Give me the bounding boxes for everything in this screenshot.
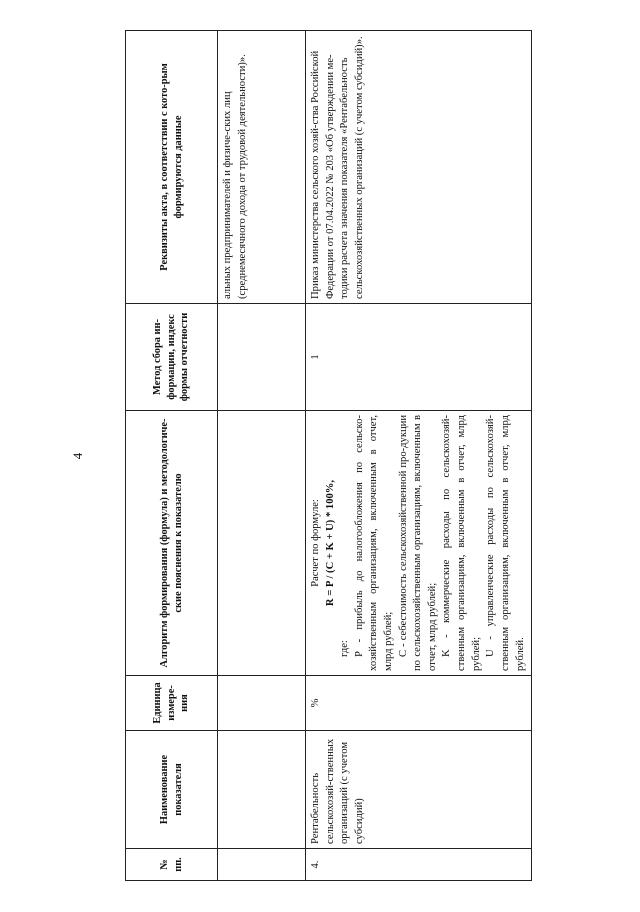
def-u: U - управленческие расходы по сельскохозяй-ственным организациям, включенным в отчет, млрд рублей.	[485, 415, 526, 671]
table-row-continuation	[218, 31, 306, 881]
row4-num: 4.	[306, 849, 532, 881]
cont-requisites: альных предпринимателей и физиче-ских лиц (среднемесячного дохода от трудовой деятельности)».	[218, 31, 306, 304]
cont-name	[218, 731, 306, 849]
table-row-4	[306, 31, 532, 881]
indicator-table	[125, 30, 532, 881]
row4-name: Рентабельность сельскохозяй-ственных организаций (с учетом субсидий)	[306, 731, 532, 849]
header-method: Метод сбора ин-формации, индекс формы отчетности	[126, 304, 218, 411]
cont-unit	[218, 676, 306, 731]
page-number: 4	[70, 452, 85, 460]
def-c: C - себестоимость сельскохозяйственной про-дукции по сельскохозяйственным организациям, включенным в отчет, млрд рублей;	[397, 415, 438, 671]
def-k: K - коммерческие расходы по сельскохозяй-ственным организациям, включенным в отчет, млрд рублей;	[441, 415, 482, 671]
rotated-document-page	[70, 31, 526, 881]
where-label: где:	[339, 640, 351, 657]
table-header-row	[126, 31, 218, 881]
cont-algorithm	[218, 411, 306, 676]
header-num: № пп.	[126, 849, 218, 881]
row4-unit: %	[306, 676, 532, 731]
cont-num	[218, 849, 306, 881]
row4-algorithm	[306, 411, 532, 676]
cont-method	[218, 304, 306, 411]
header-unit: Единица измере-ния	[126, 676, 218, 731]
header-requisites: Реквизиты акта, в соответствии с кото-рым формируются данные	[126, 31, 218, 304]
row4-method: 1	[306, 304, 532, 411]
formula: R = P / (C + K + U) * 100%,	[324, 479, 336, 607]
formula-intro: Расчет по формуле:	[310, 499, 321, 587]
def-p: P - прибыль до налогообложения по сельско-хозяйственным организациям, включенным в отчет, млрд рублей;	[353, 415, 395, 671]
row4-requisites: Приказ министерства сельского хозяй-ства Российской Федерации от 07.04.2022 № 203 «Об утверждении ме-тодики расчета значения показателя «Рентабельность сельскохозяйственных организаций (с учетом субсидий)».	[306, 31, 532, 304]
header-name: Наименование показателя	[126, 731, 218, 849]
header-algorithm: Алгоритм формирования (формула) и методологиче-ские пояснения к показателю	[126, 411, 218, 676]
